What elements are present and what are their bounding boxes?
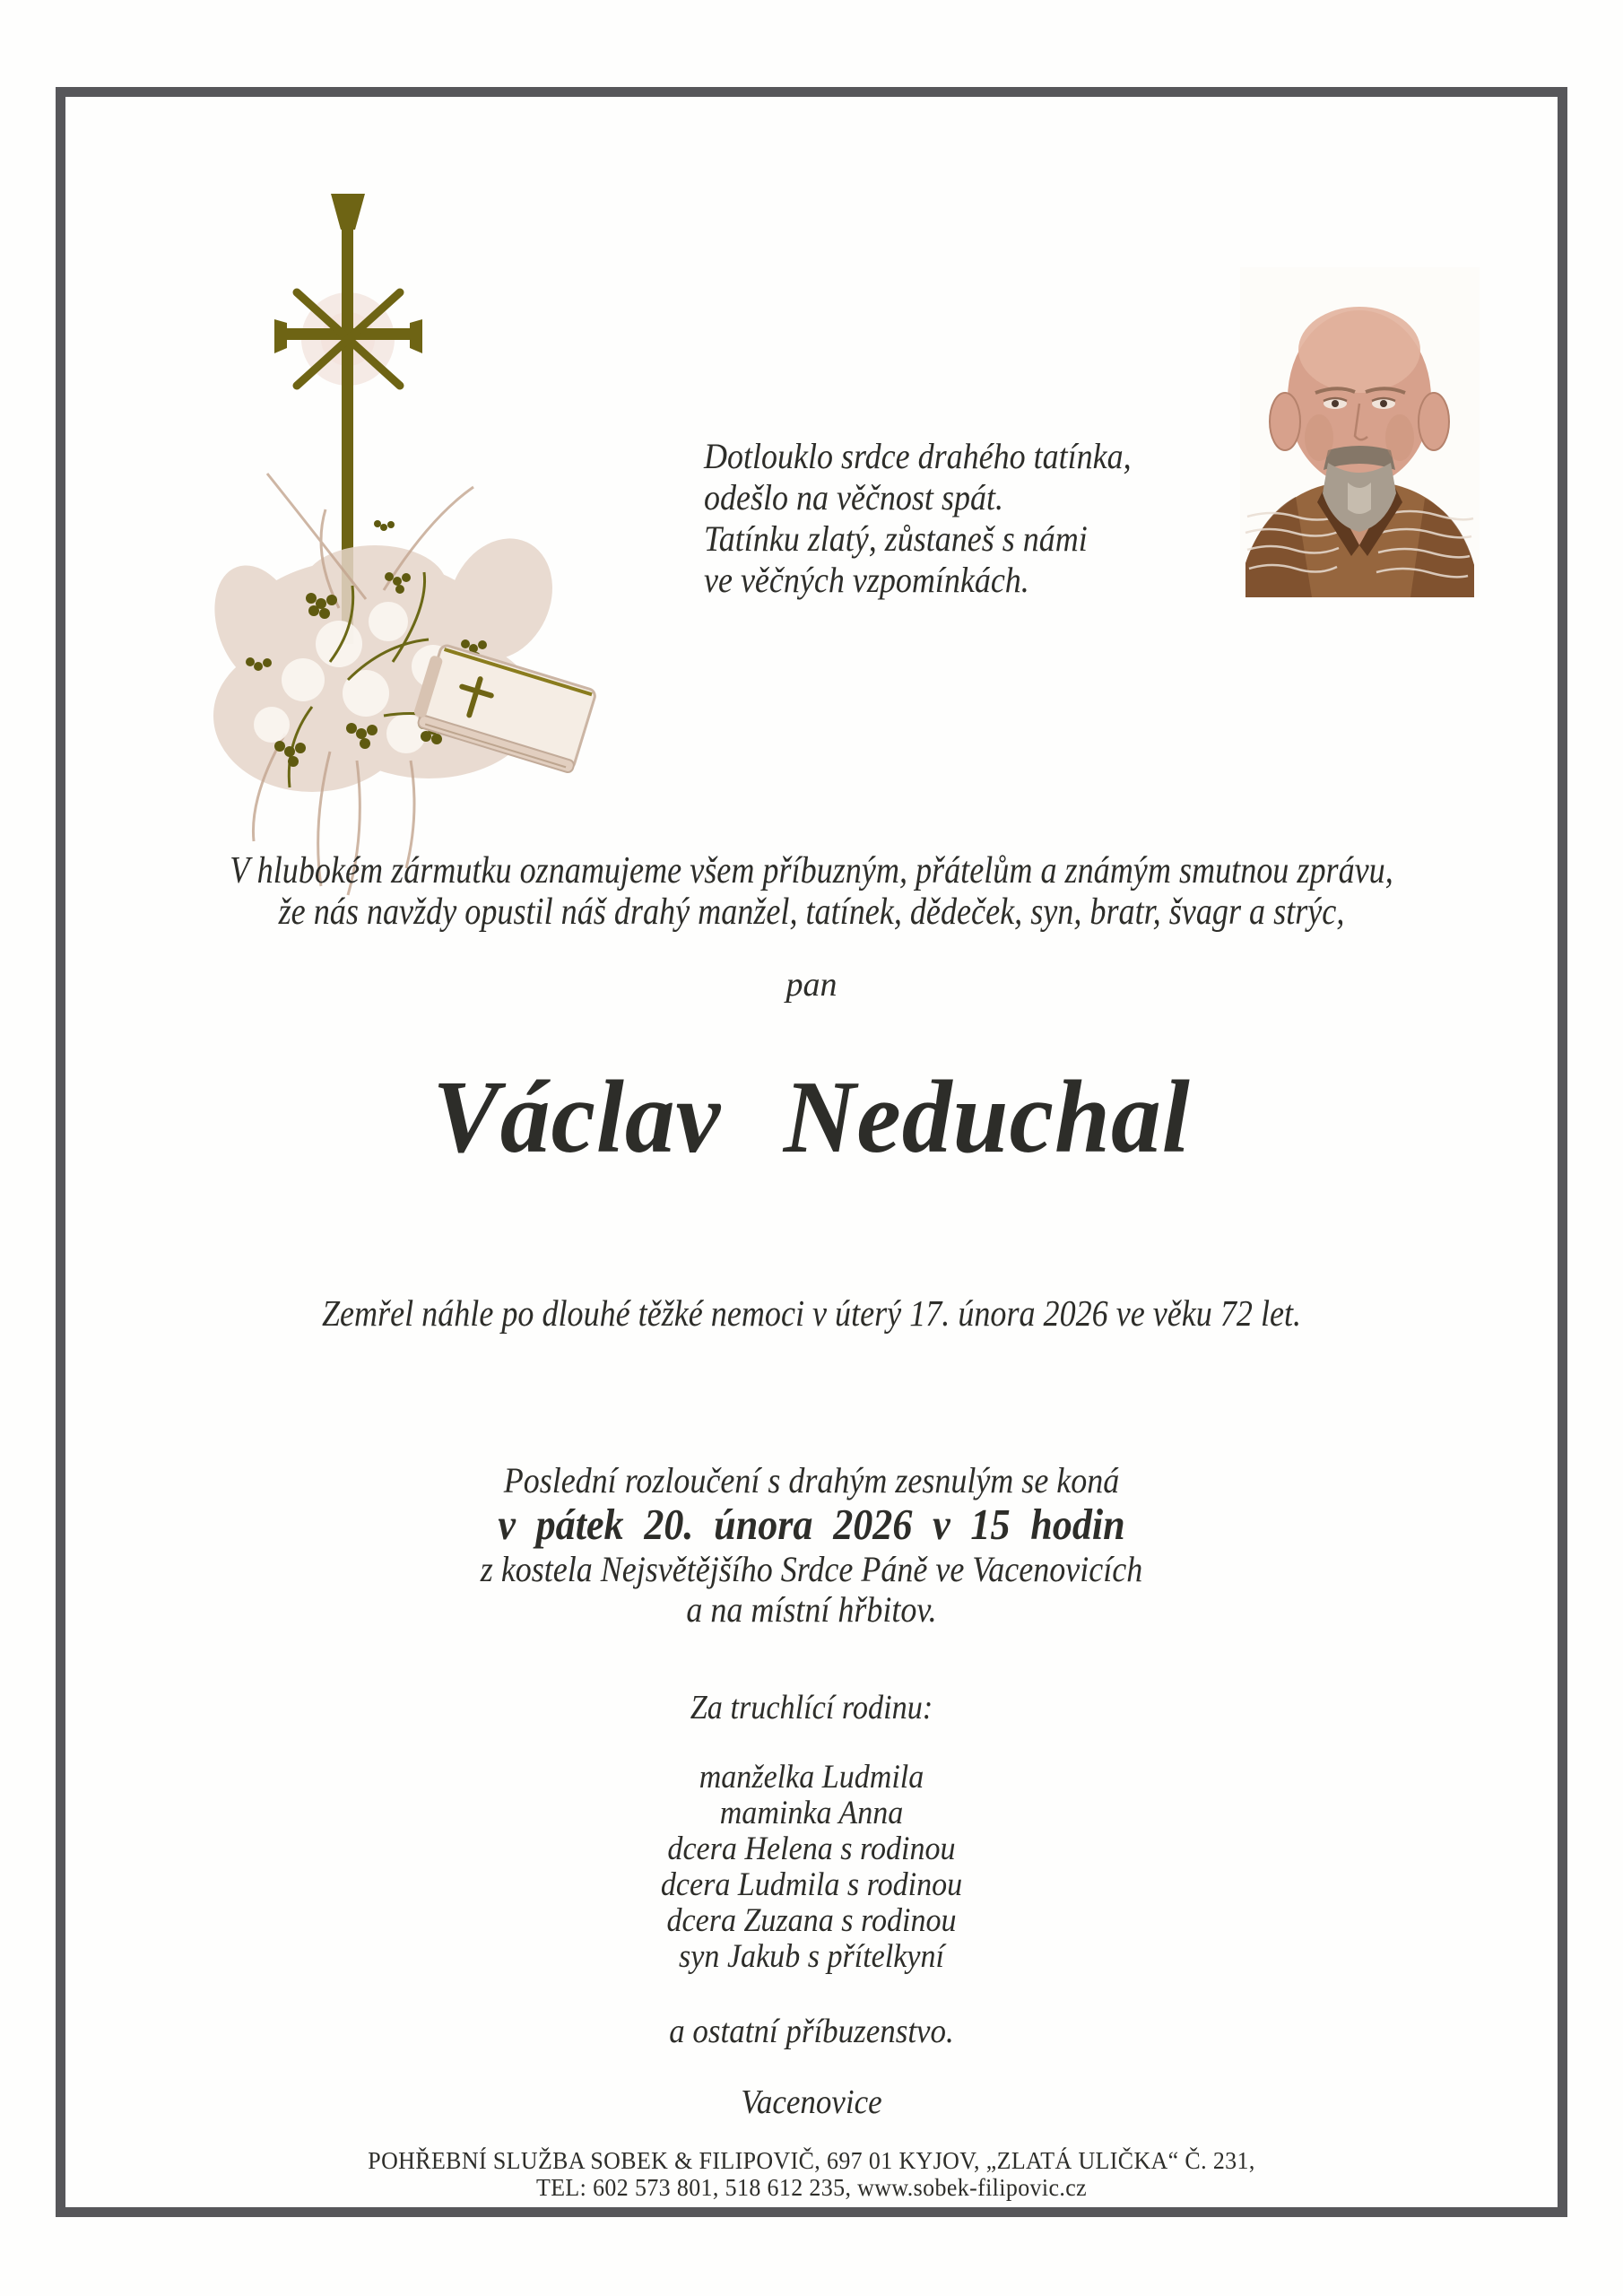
deceased-name: Václav Neduchal: [432, 1060, 1191, 1174]
family-member: dcera Zuzana s rodinou: [666, 1902, 957, 1939]
family-members-list: [65, 1760, 1558, 1975]
funeral-details: [82, 1460, 1542, 1630]
family-member: maminka Anna: [719, 1795, 904, 1831]
poem-line: Dotlouklo srdce drahého tatínka,: [704, 436, 1132, 476]
memorial-poem: [704, 436, 1132, 601]
family-closing: a ostatní příbuzenstvo.: [669, 2013, 954, 2050]
family-member: syn Jakub s přítelkyní: [679, 1938, 944, 1975]
funeral-intro: Poslední rozloučení s drahým zesnulým se koná: [503, 1460, 1120, 1500]
funeral-church: z kostela Nejsvětějšího Srdce Páně ve Vacenovicích: [480, 1549, 1143, 1589]
portrait-photo: [1240, 267, 1480, 597]
funeral-datetime: v pátek 20. února 2026 v 15 hodin: [498, 1500, 1125, 1549]
family-member: manželka Ludmila: [699, 1759, 924, 1796]
funeral-service-footer: [32, 2147, 1591, 2201]
place-name: Vacenovice: [741, 2083, 882, 2121]
family-member: dcera Ludmila s rodinou: [660, 1866, 963, 1903]
footer-address-line: POHŘEBNÍ SLUŽBA SOBEK & FILIPOVIČ, 697 01 KYJOV, „ZLATÁ ULIČKA“ Č. 231,: [368, 2147, 1255, 2174]
death-notice: Zemřel náhle po dlouhé těžké nemoci v úterý 17. února 2026 ve věku 72 let.: [321, 1292, 1302, 1334]
cross-flowers-book-graphic: [204, 178, 619, 906]
poem-line: Tatínku zlatý, zůstaneš s námi: [704, 518, 1088, 559]
funeral-cemetery: a na místní hřbitov.: [686, 1589, 937, 1630]
family-heading: Za truchlící rodinu:: [690, 1689, 933, 1726]
family-member: dcera Helena s rodinou: [667, 1831, 956, 1867]
footer-contact-line: TEL: 602 573 801, 518 612 235, www.sobek-filipovic.cz: [535, 2174, 1088, 2201]
announcement-line-2: že nás navždy opustil náš drahý manžel, tatínek, dědeček, syn, bratr, švagr a strýc,: [278, 891, 1345, 933]
salutation: pan: [785, 966, 838, 1004]
poem-line: ve věčných vzpomínkách.: [704, 560, 1029, 600]
poem-line: odešlo na věčnost spát.: [704, 477, 1003, 517]
announcement-text: [114, 850, 1510, 933]
announcement-line-1: V hlubokém zármutku oznamujeme všem příbuzným, přátelům a známým smutnou zprávu,: [230, 850, 1393, 891]
